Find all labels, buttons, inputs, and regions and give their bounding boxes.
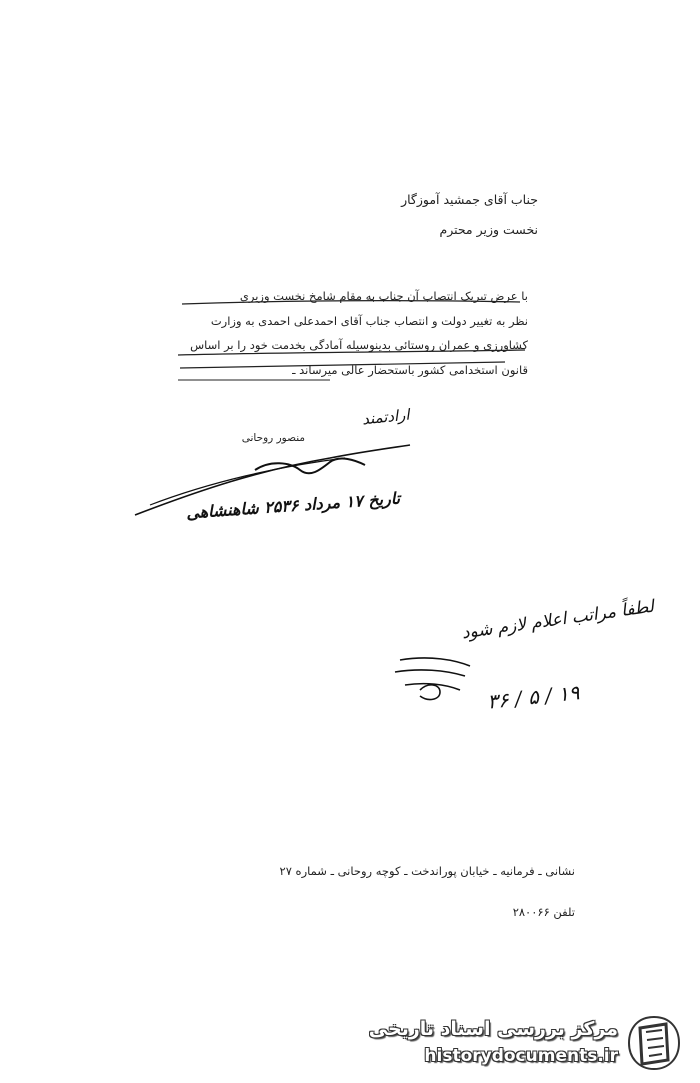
handwritten-date: تاریخ ۱۷ مرداد ۲۵۳۶ شاهنشاهی bbox=[185, 488, 401, 523]
footer-phone: تلفن ۲۸۰۰۶۶ bbox=[512, 905, 575, 919]
margin-signature-scribble bbox=[395, 658, 470, 690]
handwritten-margin-note-date: ۱۹ / ۵ / ۳۶ bbox=[486, 680, 582, 714]
letter-body-line-1: با عرض تبریک انتصاب آن جناب به مقام شامخ نخست وزیری bbox=[239, 289, 528, 303]
footer-address: نشانی ـ فرمانیه ـ خیابان پوراندخت ـ کوچه روحانی ـ شماره ۲۷ bbox=[279, 864, 575, 878]
letter-body-line-4: قانون استخدامی کشور باستحضار عالی میرساند ـ bbox=[292, 363, 528, 377]
handwritten-margin-note: لطفاً مراتب اعلام لازم شود bbox=[460, 596, 656, 644]
signature-loop bbox=[255, 459, 365, 474]
archive-logo-icon bbox=[626, 1014, 682, 1072]
letter-body-line-3: کشاورزی و عمران روستائی بدینوسیله آمادگی بخدمت خود را بر اساس bbox=[190, 338, 528, 352]
watermark-url: historydocuments.ir bbox=[424, 1046, 618, 1066]
margin-signature-loop bbox=[420, 685, 440, 700]
addressee-title-line: نخست وزیر محترم bbox=[439, 222, 538, 237]
handwritten-closing: ارادتمند bbox=[361, 405, 411, 429]
sender-name: منصور روحانی bbox=[241, 432, 305, 444]
archive-watermark bbox=[368, 1010, 690, 1076]
letter-body-line-2: نظر به تغییر دولت و انتصاب جناب آقای احمدعلی احمدی به وزارت bbox=[210, 314, 528, 328]
watermark-title: مرکز بررسی اسناد تاریخی bbox=[368, 1018, 618, 1040]
addressee-line: جناب آقای جمشید آموزگار bbox=[401, 192, 538, 207]
